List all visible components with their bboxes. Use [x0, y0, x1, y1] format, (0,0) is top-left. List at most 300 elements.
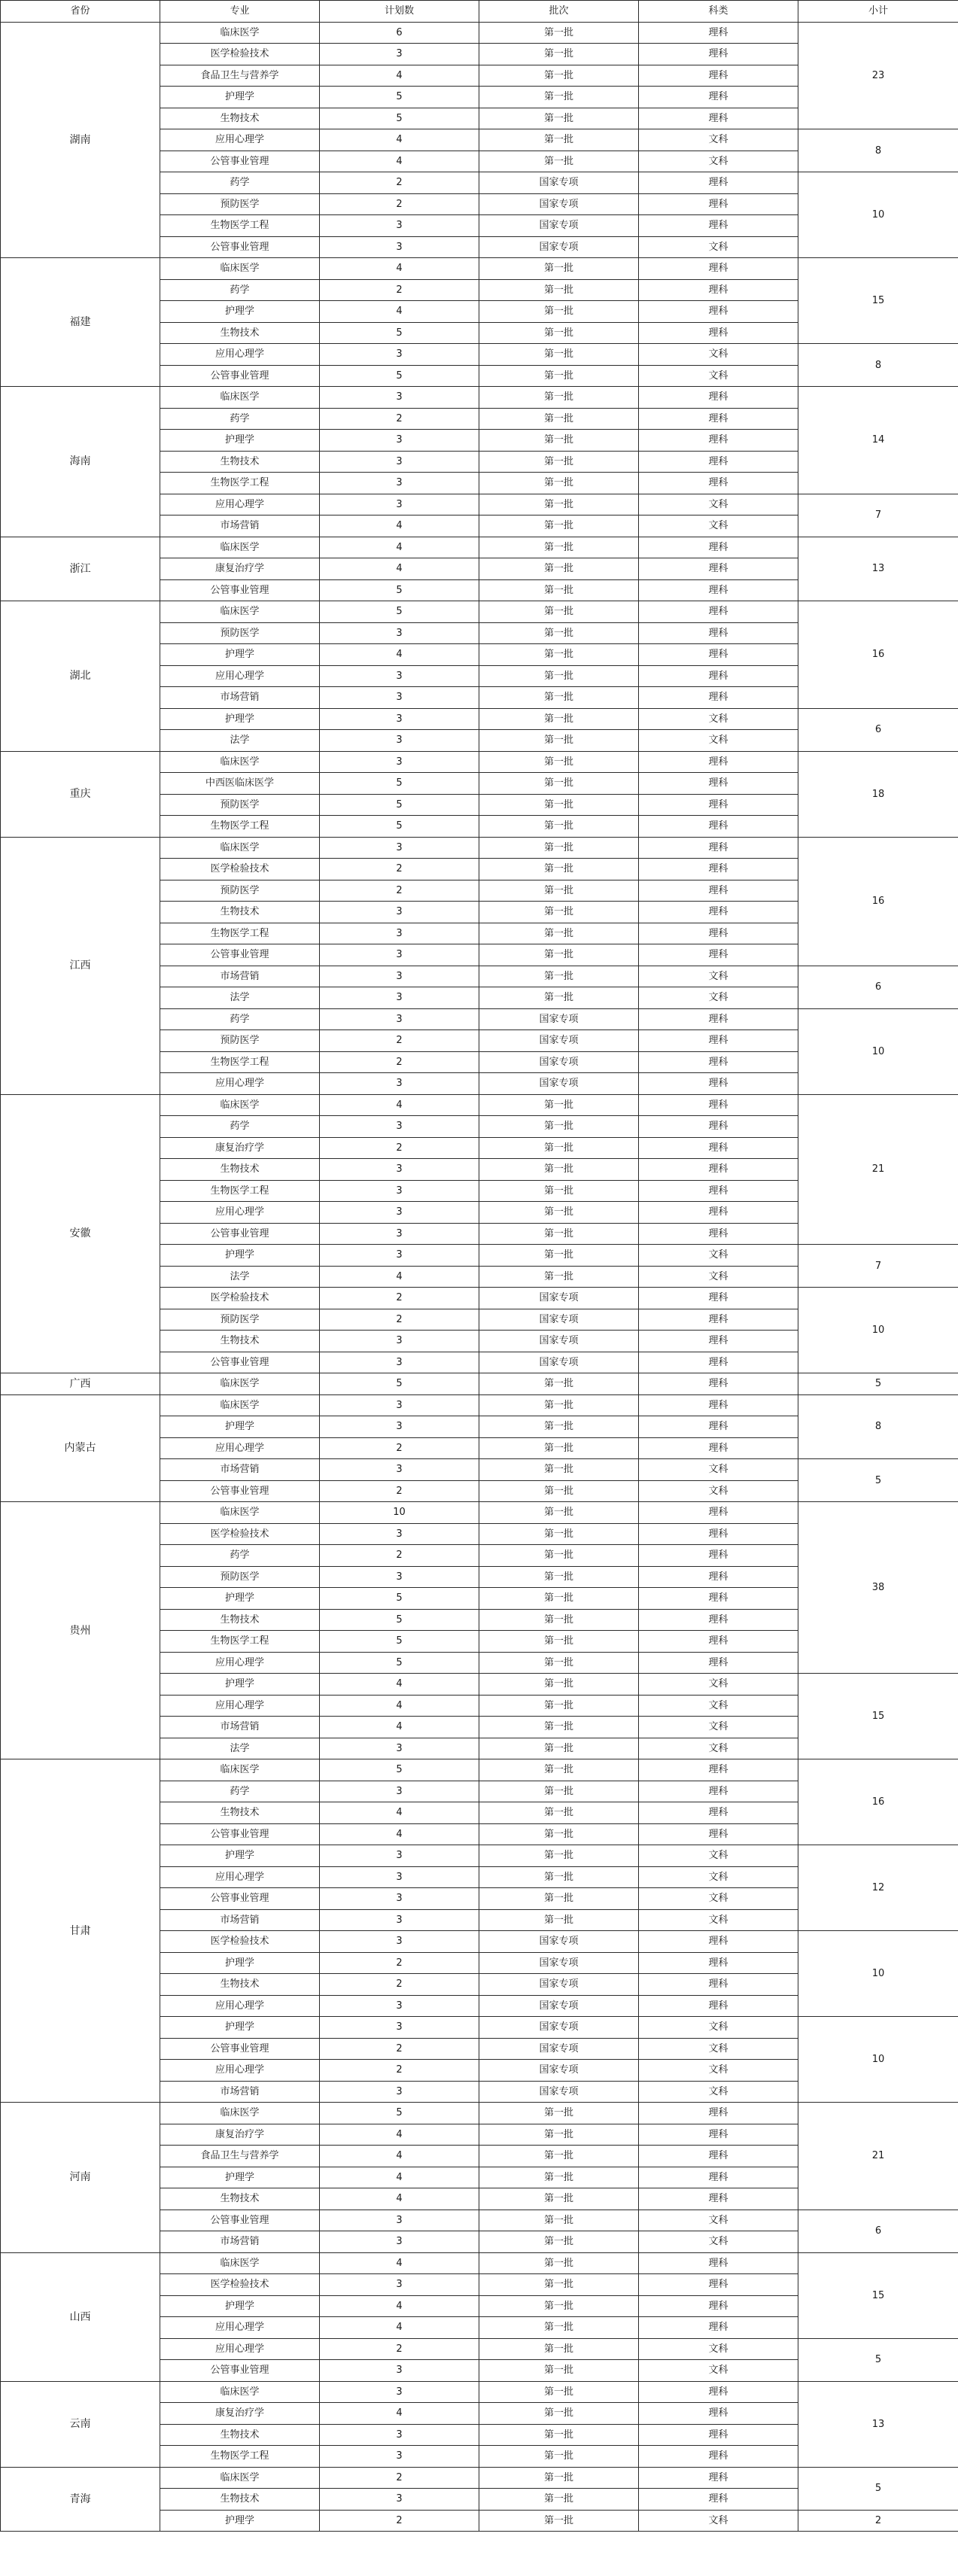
major-cell: 生物医学工程: [160, 816, 320, 838]
batch-cell: 第一批: [479, 1674, 639, 1696]
plan-count-cell: 5: [320, 1609, 479, 1631]
major-cell: 市场营销: [160, 1459, 320, 1481]
category-cell: 文科: [639, 1866, 798, 1888]
batch-cell: 第一批: [479, 2338, 639, 2360]
batch-cell: 第一批: [479, 1845, 639, 1867]
plan-count-cell: 5: [320, 794, 479, 816]
plan-count-cell: 2: [320, 859, 479, 880]
plan-count-cell: 2: [320, 1288, 479, 1309]
plan-count-cell: 3: [320, 923, 479, 944]
plan-count-cell: 4: [320, 129, 479, 151]
major-cell: 法学: [160, 1266, 320, 1288]
category-cell: 理科: [639, 1030, 798, 1052]
major-cell: 医学检验技术: [160, 859, 320, 880]
province-cell: 广西: [1, 1373, 160, 1395]
plan-count-cell: 4: [320, 2295, 479, 2317]
major-cell: 临床医学: [160, 2381, 320, 2403]
batch-cell: 第一批: [479, 1888, 639, 1910]
batch-cell: 第一批: [479, 473, 639, 494]
plan-count-cell: 5: [320, 87, 479, 108]
category-cell: 理科: [639, 172, 798, 194]
major-cell: 药学: [160, 279, 320, 301]
batch-cell: 第一批: [479, 1823, 639, 1845]
plan-count-cell: 3: [320, 687, 479, 709]
plan-count-cell: 3: [320, 1159, 479, 1181]
batch-cell: 国家专项: [479, 1974, 639, 1996]
category-cell: 理科: [639, 1331, 798, 1352]
subtotal-cell: 15: [798, 258, 958, 344]
category-cell: 理科: [639, 579, 798, 601]
major-cell: 公管事业管理: [160, 236, 320, 258]
category-cell: 文科: [639, 344, 798, 366]
major-cell: 预防医学: [160, 880, 320, 902]
major-cell: 市场营销: [160, 687, 320, 709]
major-cell: 生物技术: [160, 2489, 320, 2511]
subtotal-cell: 5: [798, 1373, 958, 1395]
batch-cell: 第一批: [479, 322, 639, 344]
category-cell: 理科: [639, 430, 798, 452]
plan-count-cell: 4: [320, 2252, 479, 2274]
plan-count-cell: 5: [320, 816, 479, 838]
category-cell: 文科: [639, 1717, 798, 1738]
batch-cell: 第一批: [479, 65, 639, 87]
plan-count-cell: 3: [320, 1416, 479, 1438]
subtotal-cell: 10: [798, 1008, 958, 1094]
plan-count-cell: 3: [320, 1523, 479, 1545]
category-cell: 理科: [639, 537, 798, 558]
batch-cell: 第一批: [479, 1094, 639, 1116]
plan-count-cell: 4: [320, 65, 479, 87]
major-cell: 食品卫生与营养学: [160, 65, 320, 87]
category-cell: 文科: [639, 365, 798, 387]
plan-count-cell: 4: [320, 2403, 479, 2425]
category-cell: 文科: [639, 2338, 798, 2360]
major-cell: 应用心理学: [160, 1652, 320, 1674]
subtotal-cell: 8: [798, 129, 958, 172]
major-cell: 生物技术: [160, 108, 320, 129]
subtotal-cell: 21: [798, 1094, 958, 1245]
batch-cell: 第一批: [479, 1416, 639, 1438]
category-cell: 理科: [639, 1802, 798, 1824]
category-cell: 理科: [639, 622, 798, 644]
category-cell: 理科: [639, 1781, 798, 1802]
category-cell: 文科: [639, 1266, 798, 1288]
plan-count-cell: 2: [320, 1309, 479, 1331]
major-cell: 市场营销: [160, 516, 320, 537]
plan-count-cell: 2: [320, 880, 479, 902]
table-row: [1, 2381, 958, 2403]
batch-cell: 第一批: [479, 2424, 639, 2446]
batch-cell: 第一批: [479, 1566, 639, 1588]
major-cell: 公管事业管理: [160, 151, 320, 172]
plan-count-cell: 3: [320, 2446, 479, 2468]
plan-count-cell: 3: [320, 2360, 479, 2382]
major-cell: 护理学: [160, 2017, 320, 2039]
province-cell: 重庆: [1, 751, 160, 837]
category-cell: 理科: [639, 816, 798, 838]
batch-cell: 国家专项: [479, 1995, 639, 2017]
category-cell: 文科: [639, 494, 798, 516]
major-cell: 生物医学工程: [160, 1180, 320, 1202]
batch-cell: 第一批: [479, 2360, 639, 2382]
category-cell: 理科: [639, 1588, 798, 1610]
major-cell: 护理学: [160, 644, 320, 666]
batch-cell: 国家专项: [479, 236, 639, 258]
batch-cell: 第一批: [479, 1459, 639, 1481]
plan-count-cell: 5: [320, 365, 479, 387]
plan-count-cell: 5: [320, 322, 479, 344]
category-cell: 文科: [639, 1738, 798, 1759]
major-cell: 生物技术: [160, 451, 320, 473]
plan-count-cell: 5: [320, 1759, 479, 1781]
table-body: [1, 22, 958, 2532]
table-row: [1, 1094, 958, 1116]
category-cell: 理科: [639, 22, 798, 44]
major-cell: 临床医学: [160, 1373, 320, 1395]
batch-cell: 第一批: [479, 108, 639, 129]
major-cell: 应用心理学: [160, 1866, 320, 1888]
plan-count-cell: 4: [320, 1674, 479, 1696]
plan-count-cell: 4: [320, 1717, 479, 1738]
batch-cell: 第一批: [479, 558, 639, 580]
category-cell: 理科: [639, 2124, 798, 2146]
batch-cell: 第一批: [479, 1437, 639, 1459]
plan-count-cell: 2: [320, 2467, 479, 2489]
batch-cell: 国家专项: [479, 1030, 639, 1052]
batch-cell: 第一批: [479, 837, 639, 859]
category-cell: 理科: [639, 2103, 798, 2124]
batch-cell: 第一批: [479, 2446, 639, 2468]
plan-count-cell: 3: [320, 751, 479, 773]
plan-count-cell: 2: [320, 1545, 479, 1567]
batch-cell: 第一批: [479, 730, 639, 752]
plan-count-cell: 4: [320, 2124, 479, 2146]
batch-cell: 第一批: [479, 87, 639, 108]
category-cell: 理科: [639, 2274, 798, 2296]
category-cell: 理科: [639, 473, 798, 494]
plan-count-cell: 3: [320, 944, 479, 966]
plan-count-cell: 2: [320, 1030, 479, 1052]
category-cell: 理科: [639, 1974, 798, 1996]
subtotal-cell: 14: [798, 387, 958, 494]
category-cell: 理科: [639, 1502, 798, 1524]
plan-count-cell: 3: [320, 1995, 479, 2017]
major-cell: 预防医学: [160, 1566, 320, 1588]
category-cell: 理科: [639, 2188, 798, 2210]
plan-count-cell: 3: [320, 1394, 479, 1416]
batch-cell: 第一批: [479, 1502, 639, 1524]
major-cell: 公管事业管理: [160, 1223, 320, 1245]
table-row: [1, 258, 958, 280]
category-cell: 理科: [639, 1180, 798, 1202]
plan-count-cell: 2: [320, 2510, 479, 2532]
plan-count-cell: 3: [320, 236, 479, 258]
major-cell: 护理学: [160, 2167, 320, 2188]
major-cell: 预防医学: [160, 794, 320, 816]
major-cell: 公管事业管理: [160, 365, 320, 387]
batch-cell: 第一批: [479, 665, 639, 687]
batch-cell: 第一批: [479, 301, 639, 323]
major-cell: 临床医学: [160, 258, 320, 280]
major-cell: 护理学: [160, 1245, 320, 1267]
province-cell: 湖南: [1, 22, 160, 258]
batch-cell: 国家专项: [479, 2038, 639, 2060]
category-cell: 理科: [639, 880, 798, 902]
category-cell: 理科: [639, 1566, 798, 1588]
plan-count-cell: 5: [320, 1588, 479, 1610]
subtotal-cell: 16: [798, 1759, 958, 1845]
plan-count-cell: 5: [320, 108, 479, 129]
batch-cell: 第一批: [479, 1180, 639, 1202]
plan-count-cell: 2: [320, 279, 479, 301]
major-cell: 临床医学: [160, 1094, 320, 1116]
province-cell: 贵州: [1, 1502, 160, 1759]
batch-cell: 第一批: [479, 1545, 639, 1567]
batch-cell: 第一批: [479, 1202, 639, 1224]
batch-cell: 第一批: [479, 129, 639, 151]
category-cell: 理科: [639, 2446, 798, 2468]
category-cell: 理科: [639, 2167, 798, 2188]
plan-count-cell: 3: [320, 1073, 479, 1095]
subtotal-cell: 10: [798, 2017, 958, 2103]
plan-count-cell: 2: [320, 2038, 479, 2060]
category-cell: 理科: [639, 1073, 798, 1095]
batch-cell: 第一批: [479, 923, 639, 944]
category-cell: 理科: [639, 1759, 798, 1781]
batch-cell: 第一批: [479, 816, 639, 838]
batch-cell: 第一批: [479, 1738, 639, 1759]
major-cell: 应用心理学: [160, 1202, 320, 1224]
category-cell: 理科: [639, 193, 798, 215]
major-cell: 医学检验技术: [160, 1288, 320, 1309]
plan-count-cell: 4: [320, 2188, 479, 2210]
batch-cell: 第一批: [479, 1759, 639, 1781]
category-cell: 理科: [639, 1952, 798, 1974]
subtotal-cell: 13: [798, 2381, 958, 2467]
plan-count-cell: 5: [320, 579, 479, 601]
batch-cell: 第一批: [479, 944, 639, 966]
major-cell: 临床医学: [160, 22, 320, 44]
province-cell: 山西: [1, 2252, 160, 2381]
category-cell: 理科: [639, 108, 798, 129]
batch-cell: 第一批: [479, 2124, 639, 2146]
major-cell: 康复治疗学: [160, 1137, 320, 1159]
category-cell: 文科: [639, 2060, 798, 2082]
major-cell: 护理学: [160, 87, 320, 108]
province-cell: 湖北: [1, 601, 160, 752]
plan-count-cell: 4: [320, 1094, 479, 1116]
major-cell: 临床医学: [160, 537, 320, 558]
province-cell: 甘肃: [1, 1759, 160, 2103]
major-cell: 药学: [160, 172, 320, 194]
plan-count-cell: 6: [320, 22, 479, 44]
plan-count-cell: 4: [320, 537, 479, 558]
batch-cell: 国家专项: [479, 1309, 639, 1331]
batch-cell: 第一批: [479, 537, 639, 558]
header-plan-count: 计划数: [320, 1, 479, 23]
category-cell: 文科: [639, 1909, 798, 1931]
category-cell: 理科: [639, 601, 798, 623]
category-cell: 理科: [639, 751, 798, 773]
plan-count-cell: 4: [320, 558, 479, 580]
plan-count-cell: 5: [320, 773, 479, 795]
plan-count-cell: 3: [320, 1245, 479, 1267]
plan-count-cell: 3: [320, 2424, 479, 2446]
plan-count-cell: 3: [320, 730, 479, 752]
category-cell: 理科: [639, 1159, 798, 1181]
table-row: [1, 387, 958, 409]
table-row: [1, 751, 958, 773]
major-cell: 临床医学: [160, 1759, 320, 1781]
major-cell: 生物医学工程: [160, 923, 320, 944]
plan-count-cell: 3: [320, 665, 479, 687]
category-cell: 理科: [639, 944, 798, 966]
category-cell: 文科: [639, 1674, 798, 1696]
category-cell: 理科: [639, 215, 798, 237]
header-row: [1, 1, 958, 23]
major-cell: 预防医学: [160, 1030, 320, 1052]
plan-count-cell: 4: [320, 1695, 479, 1717]
subtotal-cell: 5: [798, 2467, 958, 2510]
plan-count-cell: 3: [320, 387, 479, 409]
plan-count-cell: 3: [320, 430, 479, 452]
major-cell: 临床医学: [160, 2252, 320, 2274]
batch-cell: 国家专项: [479, 172, 639, 194]
major-cell: 公管事业管理: [160, 2360, 320, 2382]
category-cell: 文科: [639, 1480, 798, 1502]
batch-cell: 国家专项: [479, 1073, 639, 1095]
category-cell: 理科: [639, 1223, 798, 1245]
category-cell: 文科: [639, 151, 798, 172]
province-cell: 云南: [1, 2381, 160, 2467]
plan-count-cell: 3: [320, 1008, 479, 1030]
major-cell: 预防医学: [160, 193, 320, 215]
category-cell: 理科: [639, 1394, 798, 1416]
batch-cell: 第一批: [479, 751, 639, 773]
batch-cell: 第一批: [479, 2146, 639, 2167]
table-row: [1, 22, 958, 44]
category-cell: 理科: [639, 1008, 798, 1030]
subtotal-cell: 23: [798, 22, 958, 129]
batch-cell: 国家专项: [479, 215, 639, 237]
batch-cell: 第一批: [479, 2274, 639, 2296]
major-cell: 应用心理学: [160, 1995, 320, 2017]
plan-count-cell: 3: [320, 1566, 479, 1588]
plan-count-cell: 3: [320, 1866, 479, 1888]
category-cell: 理科: [639, 1437, 798, 1459]
category-cell: 理科: [639, 1288, 798, 1309]
major-cell: 市场营销: [160, 1717, 320, 1738]
plan-count-cell: 3: [320, 708, 479, 730]
major-cell: 医学检验技术: [160, 2274, 320, 2296]
major-cell: 生物医学工程: [160, 2446, 320, 2468]
batch-cell: 第一批: [479, 601, 639, 623]
plan-count-cell: 4: [320, 644, 479, 666]
plan-count-cell: 4: [320, 151, 479, 172]
batch-cell: 第一批: [479, 1266, 639, 1288]
plan-count-cell: 10: [320, 1502, 479, 1524]
subtotal-cell: 6: [798, 966, 958, 1008]
table-row: [1, 837, 958, 859]
batch-cell: 国家专项: [479, 1051, 639, 1073]
major-cell: 临床医学: [160, 387, 320, 409]
category-cell: 理科: [639, 1202, 798, 1224]
plan-count-cell: 3: [320, 1459, 479, 1481]
batch-cell: 国家专项: [479, 1352, 639, 1373]
major-cell: 预防医学: [160, 1309, 320, 1331]
major-cell: 药学: [160, 1008, 320, 1030]
batch-cell: 国家专项: [479, 1331, 639, 1352]
province-cell: 福建: [1, 258, 160, 387]
batch-cell: 第一批: [479, 1523, 639, 1545]
batch-cell: 第一批: [479, 1480, 639, 1502]
major-cell: 生物技术: [160, 1609, 320, 1631]
category-cell: 理科: [639, 902, 798, 923]
table-row: [1, 2103, 958, 2124]
major-cell: 公管事业管理: [160, 1352, 320, 1373]
subtotal-cell: 10: [798, 1931, 958, 2017]
table-row: [1, 2467, 958, 2489]
batch-cell: 第一批: [479, 408, 639, 430]
category-cell: 文科: [639, 2231, 798, 2253]
major-cell: 市场营销: [160, 966, 320, 987]
plan-count-cell: 3: [320, 44, 479, 65]
category-cell: 理科: [639, 1609, 798, 1631]
category-cell: 文科: [639, 2017, 798, 2039]
major-cell: 临床医学: [160, 751, 320, 773]
category-cell: 理科: [639, 2424, 798, 2446]
category-cell: 理科: [639, 301, 798, 323]
major-cell: 生物技术: [160, 902, 320, 923]
category-cell: 理科: [639, 87, 798, 108]
major-cell: 法学: [160, 1738, 320, 1759]
batch-cell: 第一批: [479, 151, 639, 172]
batch-cell: 第一批: [479, 2317, 639, 2339]
plan-count-cell: 3: [320, 837, 479, 859]
major-cell: 护理学: [160, 1952, 320, 1974]
major-cell: 生物医学工程: [160, 1051, 320, 1073]
category-cell: 文科: [639, 2510, 798, 2532]
category-cell: 理科: [639, 1523, 798, 1545]
major-cell: 护理学: [160, 708, 320, 730]
category-cell: 理科: [639, 1823, 798, 1845]
table-row: [1, 1502, 958, 1524]
major-cell: 生物技术: [160, 322, 320, 344]
major-cell: 生物医学工程: [160, 473, 320, 494]
plan-count-cell: 3: [320, 1116, 479, 1138]
batch-cell: 第一批: [479, 494, 639, 516]
header-province: 省份: [1, 1, 160, 23]
category-cell: 理科: [639, 794, 798, 816]
batch-cell: 第一批: [479, 1609, 639, 1631]
subtotal-cell: 8: [798, 344, 958, 387]
plan-count-cell: 3: [320, 622, 479, 644]
subtotal-cell: 5: [798, 1459, 958, 1502]
major-cell: 康复治疗学: [160, 558, 320, 580]
plan-count-cell: 3: [320, 451, 479, 473]
category-cell: 理科: [639, 2146, 798, 2167]
major-cell: 药学: [160, 1116, 320, 1138]
category-cell: 理科: [639, 923, 798, 944]
major-cell: 应用心理学: [160, 665, 320, 687]
category-cell: 理科: [639, 2252, 798, 2274]
table-row: [1, 537, 958, 558]
major-cell: 护理学: [160, 1845, 320, 1867]
batch-cell: 第一批: [479, 1373, 639, 1395]
category-cell: 文科: [639, 2081, 798, 2103]
major-cell: 应用心理学: [160, 1437, 320, 1459]
batch-cell: 第一批: [479, 1781, 639, 1802]
